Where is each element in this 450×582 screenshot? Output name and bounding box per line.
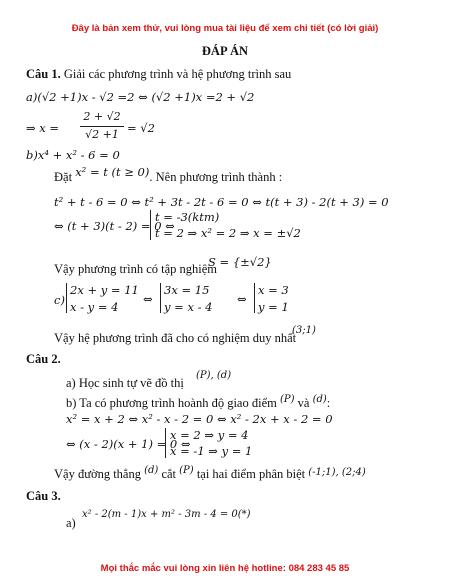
- q2-conclusion-p: (P): [179, 465, 194, 476]
- q2a-text: a) Học sinh tự vẽ đồ thị: [66, 376, 184, 390]
- substitution-text: . Nên phương trình thành :: [149, 170, 283, 184]
- q1a-fraction-denominator: √2 +1: [85, 128, 119, 141]
- q2b-colon: :: [326, 396, 331, 410]
- q2b-line: [66, 396, 330, 411]
- q2b-and: và: [294, 396, 313, 410]
- q2-conclusion-2: cắt: [161, 467, 177, 481]
- question-3-label: Câu 3.: [26, 489, 61, 503]
- q1c-system1-row2: x - y = 4: [70, 300, 119, 314]
- system-brace: [160, 283, 161, 313]
- q1b-equation-3: ⇔ (t + 3)(t - 2) = 0 ⇔: [54, 219, 175, 233]
- question-1-text: Giải các phương trình và hệ phương trình sau: [60, 67, 292, 81]
- q2b-equation-1: x² = x + 2 ⇔ x² - x - 2 = 0 ⇔ x² - 2x + x - 2 = 0: [66, 412, 333, 426]
- q2a-math: (P), (d): [196, 370, 232, 381]
- q2b-line-d: (d): [312, 394, 327, 405]
- q2-conclusion-3: tại hai điểm phân biệt: [196, 467, 306, 481]
- q1a-equation: a)(√2 +1)x - √2 =2 ⇔ (√2 +1)x =2 + √2: [26, 90, 255, 104]
- q1b-case-2: t = 2 ⇒ x² = 2 ⇒ x = ±√2: [155, 226, 301, 240]
- substitution-math: x² = t (t ≥ 0): [75, 165, 150, 179]
- q2-conclusion-d: (d): [144, 465, 159, 476]
- answer-heading: ĐÁP ÁN: [201, 44, 249, 58]
- q3a-label: a): [66, 516, 76, 530]
- q1a-result-suffix: = √2: [127, 121, 155, 135]
- q1c-label: c): [54, 293, 65, 307]
- q1a-fraction-numerator: 2 + √2: [83, 110, 121, 123]
- q1b-case-1: t = -3(ktm): [155, 210, 220, 224]
- q2b-text: b) Ta có phương trình hoành độ giao điểm: [66, 396, 277, 410]
- q1b-conclusion: Vậy phương trình có tập nghiệm: [54, 262, 218, 276]
- q1a-result-prefix: ⇒ x =: [26, 121, 60, 135]
- q1c-solution: (3;1): [292, 325, 316, 336]
- q1c-system3-row2: y = 1: [258, 300, 289, 314]
- question-1-label: Câu 1.: [26, 67, 61, 81]
- q2b-parabola: (P): [279, 394, 295, 405]
- q1c-system2-row1: 3x = 15: [164, 283, 210, 297]
- q1b-substitution: [54, 165, 283, 185]
- preview-banner: Đây là bản xem thử, vui lòng mua tài liệu để xem chi tiết (có lời giải): [71, 23, 379, 34]
- q1c-equivalence-2: ⇔: [237, 292, 247, 306]
- q1a-fraction-bar: [80, 126, 124, 127]
- system-brace: [66, 283, 67, 313]
- q1c-system3-row1: x = 3: [258, 283, 289, 297]
- q1b-equation-2: t² + t - 6 = 0 ⇔ t² + 3t - 2t - 6 = 0 ⇔ t(t + 3) - 2(t + 3) = 0: [54, 195, 389, 209]
- q2-intersection-points: (-1;1), (2;4): [308, 467, 366, 478]
- hotline-banner: Mọi thắc mắc vui lòng xin liên hệ hotline: 084 283 45 85: [100, 563, 350, 574]
- system-brace: [165, 428, 166, 458]
- q3a-equation: x² - 2(m - 1)x + m² - 3m - 4 = 0(*): [82, 509, 251, 520]
- system-brace: [150, 210, 151, 240]
- q2-conclusion: [54, 467, 366, 482]
- q1b-solution-set: S = {±√2}: [208, 255, 272, 269]
- q1c-system2-row2: y = x - 4: [164, 300, 213, 314]
- question-2-label: Câu 2.: [26, 352, 61, 366]
- q2b-case-1: x = 2 ⇒ y = 4: [170, 428, 249, 442]
- q2b-case-2: x = -1 ⇒ y = 1: [170, 444, 253, 458]
- q1c-conclusion: Vậy hệ phương trình đã cho có nghiệm duy nhất: [54, 331, 297, 345]
- q1c-system1-row1: 2x + y = 11: [70, 283, 139, 297]
- q2b-equation-2: ⇔ (x - 2)(x + 1) = 0 ⇔: [66, 437, 191, 451]
- q1b-equation: b)x⁴ + x² - 6 = 0: [26, 148, 120, 162]
- q2-conclusion-1: Vậy đường thẳng: [54, 467, 141, 481]
- system-brace: [254, 283, 255, 313]
- question-1-header: [26, 67, 291, 82]
- q1c-equivalence-1: ⇔: [143, 292, 153, 306]
- substitution-word: Đặt: [54, 170, 73, 184]
